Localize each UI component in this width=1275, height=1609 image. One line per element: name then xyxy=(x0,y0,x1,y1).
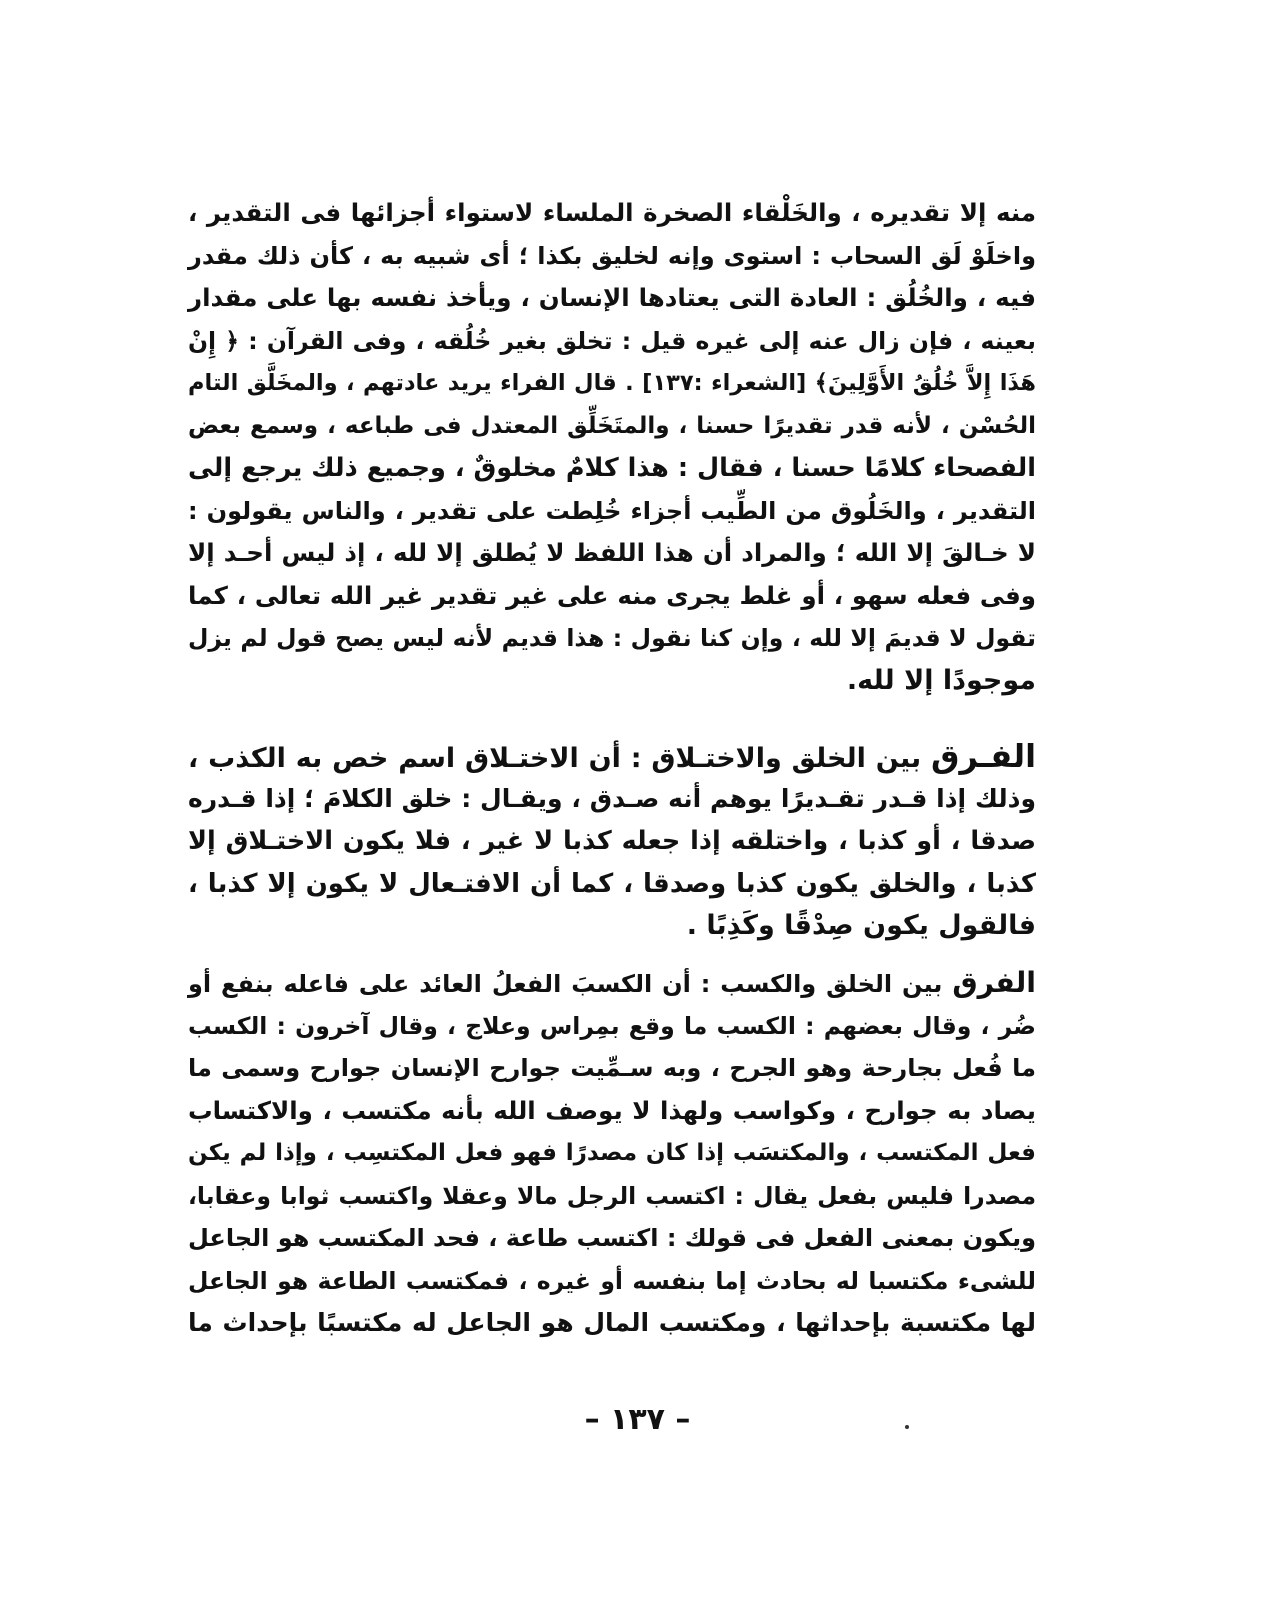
text-line: يصاد به جوارح ، وكواسب ولهذا لا يوصف الله بأنه مكتسب ، والاكتساب xyxy=(188,1095,1036,1125)
text-run: بين الخلق والكسب : أن الكسبَ الفعلُ العائد على فاعله بنفع أو xyxy=(188,970,953,998)
paragraph-3 xyxy=(188,962,1036,1345)
text-line: صدقا ، أو كذبا ، واختلقه إذا جعله كذبا لا غير ، فلا يكون الاختـلاق إلا xyxy=(188,826,1036,856)
text-line: فعل المكتسب ، والمكتسَب إذا كان مصدرًا فهو فعل المكتسِب ، وإذا لم يكن xyxy=(188,1140,1036,1166)
text-run: بين الخلق والاختـلاق : أن الاختـلاق اسم خص به الكذب ، xyxy=(188,743,931,774)
text-line: لها مكتسبة بإحداثها ، ومكتسب المال هو الجاعل له مكتسبًا بإحداث ما xyxy=(188,1308,1036,1337)
text-line: موجودًا إلا لله. xyxy=(846,664,1036,696)
paragraph-first-line xyxy=(188,962,1036,1005)
text-line: ما فُعل بجارحة وهو الجرح ، وبه سـمِّيت جوارح الإنسان جوارح وسمى ما xyxy=(188,1054,1036,1082)
text-line: تقول لا قديمَ إلا لله ، وإن كنا نقول : هذا قديم لأنه ليس يصح قول لم يزل xyxy=(188,624,1036,652)
text-line: الحُسْن ، لأنه قدر تقديرًا حسنا ، والمتَخَلِّق المعتدل فى طباعه ، وسمع بعض xyxy=(188,412,1036,439)
paragraph-first-line xyxy=(188,735,1036,778)
section-heading: الفـرق xyxy=(930,737,1036,775)
text-line: بعينه ، فإن زال عنه إلى غيره قيل : تخلق بغير خُلُقه ، وفى القرآن : ﴿ إِنْ xyxy=(188,326,1036,355)
text-line: لا خـالقَ إلا الله ؛ والمراد أن هذا اللفظ لا يُطلق إلا لله ، إذ ليس أحـد إلا xyxy=(188,538,1036,567)
text-line: التقدير ، والخَلُوق من الطِّيب أجزاء خُلِطت على تقدير ، والناس يقولون : xyxy=(188,496,1036,525)
paragraph-1 xyxy=(188,192,1036,702)
text-line: واخلَوْ لَق السحاب : استوى وإنه لخليق بكذا ؛ أى شبيه به ، كأن ذلك مقدر xyxy=(188,241,1036,270)
text-line: وذلك إذا قـدر تقـديرًا يوهم أنه صـدق ، ويقـال : خلق الكلامَ ؛ إذا قـدره xyxy=(188,783,1036,813)
text-line: وفى فعله سهو ، أو غلط يجرى منه على غير تقدير غير الله تعالى ، كما xyxy=(188,580,1036,610)
scan-speck xyxy=(905,1425,909,1429)
page-number: – ١٣٧ – xyxy=(584,1402,691,1437)
text-line: منه إلا تقديره ، والخَلْقاء الصخرة الملساء لاستواء أجزائها فى التقدير ، xyxy=(188,198,1036,227)
text-line: فيه ، والخُلُق : العادة التى يعتادها الإنسان ، ويأخذ نفسه بها على مقدار xyxy=(188,283,1036,312)
text-line: للشىء مكتسبا له بحادث إما بنفسه أو غيره ، فمكتسب الطاعة هو الجاعل xyxy=(188,1266,1036,1295)
text-line: ضُر ، وقال بعضهم : الكسب ما وقع بمِراس وعلاج ، وقال آخرون : الكسب xyxy=(188,1011,1036,1040)
text-line: كذبا ، والخلق يكون كذبا وصدقا ، كما أن الافتـعال لا يكون إلا كذبا ، xyxy=(188,868,1036,899)
section-heading: الفرق xyxy=(952,966,1036,999)
text-line: فالقول يكون صِدْقًا وكَذِبًا . xyxy=(686,910,1036,941)
text-line: مصدرا فليس بفعل يقال : اكتسب الرجل مالا وعقلا واكتسب ثوابا وعقابا، xyxy=(188,1181,1036,1210)
text-line: هَذَا إِلاَّ خُلُقُ الأَوَّلِينَ﴾ [الشعراء :١٣٧] . قال الفراء يريد عادتهم ، والمخَلَّق التام xyxy=(188,370,1037,396)
text-line: ويكون بمعنى الفعل فى قولك : اكتسب طاعة ، فحد المكتسب هو الجاعل xyxy=(188,1224,1036,1252)
paragraph-2 xyxy=(188,735,1036,948)
text-line: الفصحاء كلامًا حسنا ، فقال : هذا كلامٌ مخلوقٌ ، وجميع ذلك يرجع إلى xyxy=(188,453,1036,483)
